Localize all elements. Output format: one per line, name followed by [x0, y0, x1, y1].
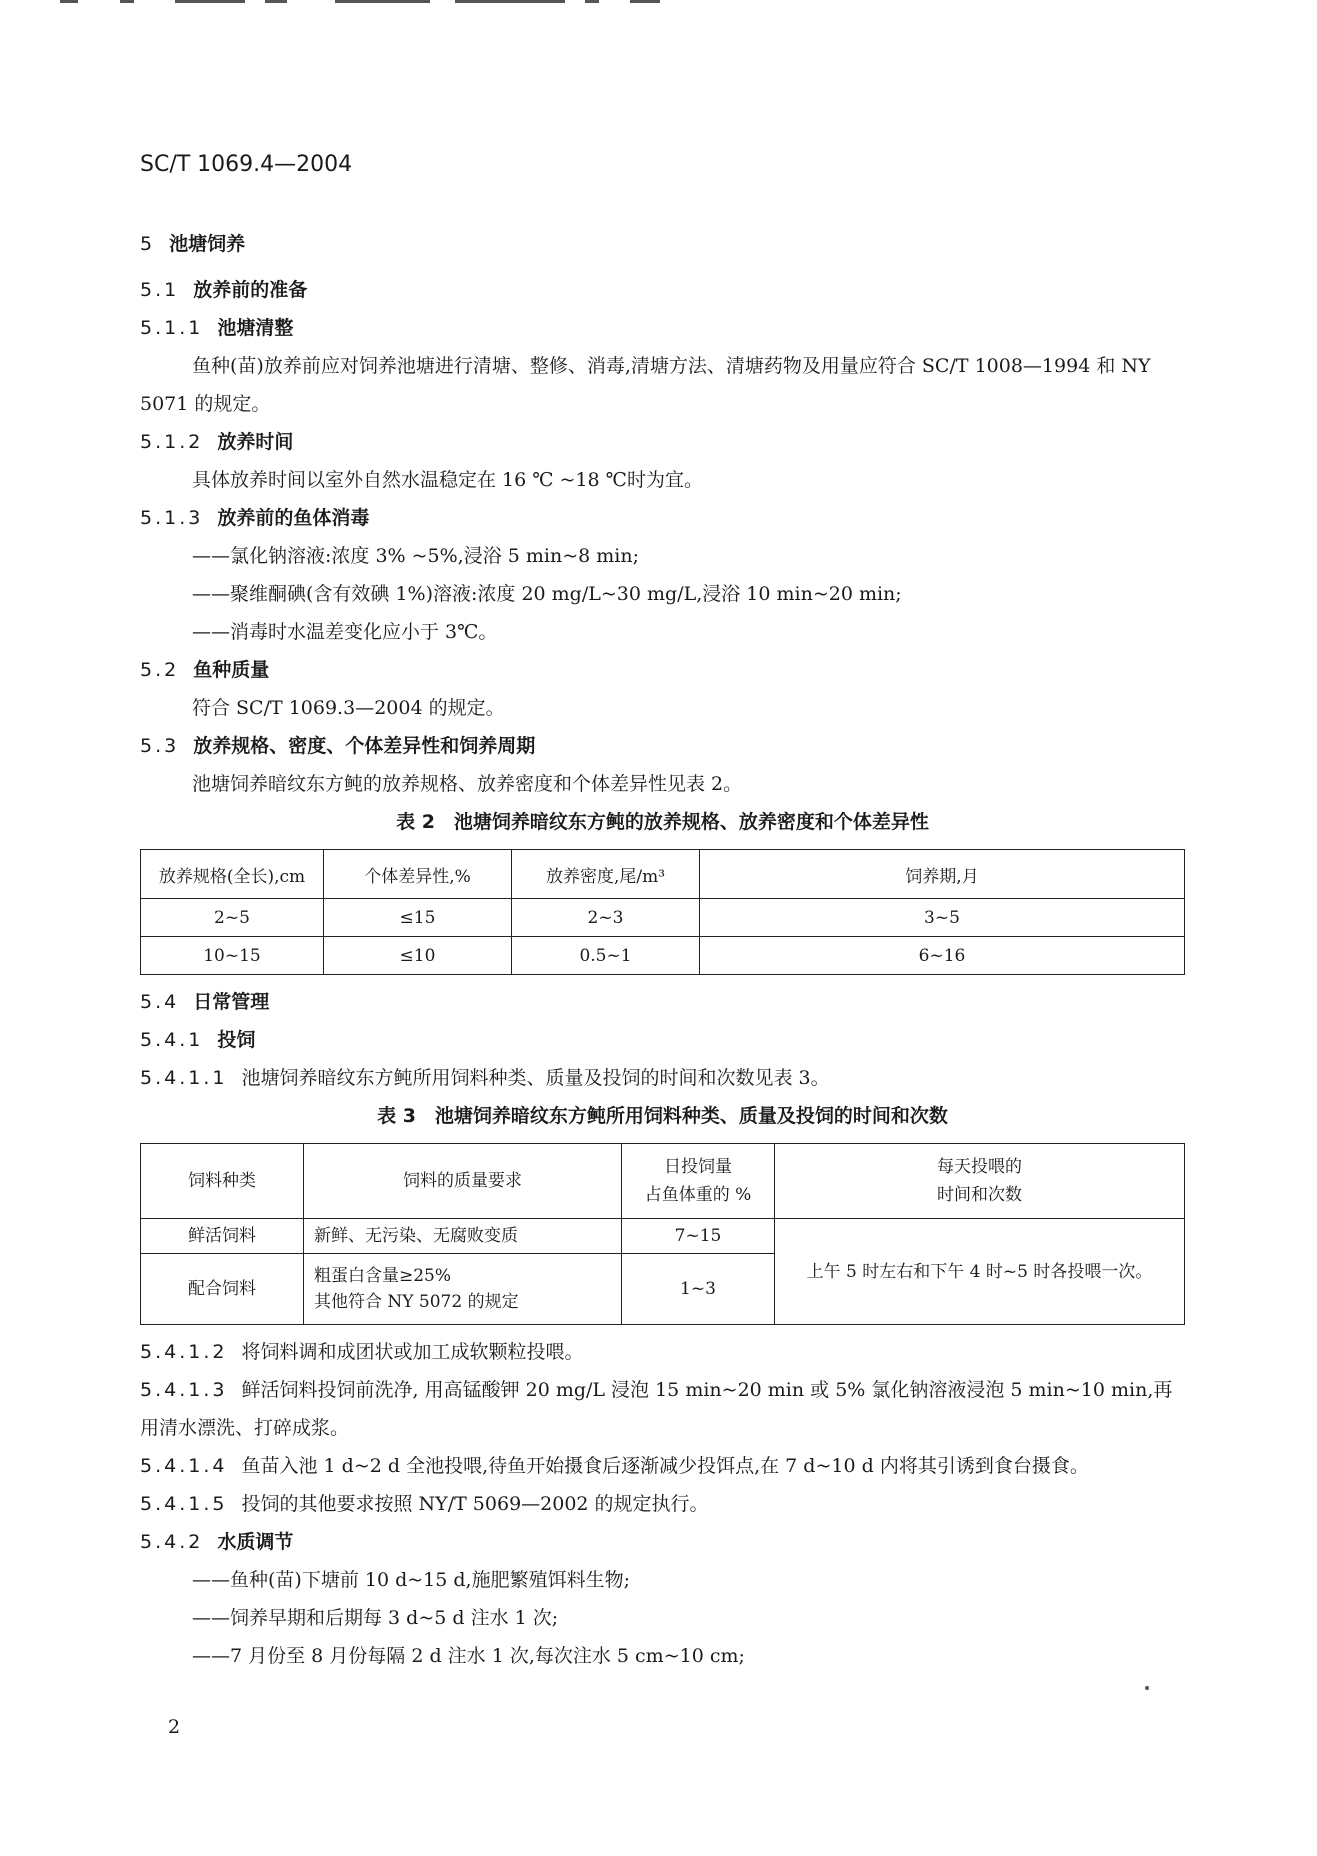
table-header-row: [141, 1144, 1185, 1219]
table-cell: 3~5: [700, 899, 1185, 937]
table-2-caption: 表 2 池塘饲养暗纹东方鲀的放养规格、放养密度和个体差异性: [396, 811, 929, 833]
section-5-4-1-heading: 5.4.1 投饲: [140, 1029, 256, 1051]
section-5-4-heading: 5.4 日常管理: [140, 991, 270, 1013]
standard-code: SC/T 1069.4—2004: [140, 152, 353, 177]
table-header-cell: 饲养期,月: [700, 850, 1185, 899]
section-5-1-1-heading: 5.1.1 池塘清整: [140, 317, 294, 339]
table-header-row: [141, 850, 1185, 899]
table-header-cell: 个体差异性,%: [324, 850, 512, 899]
section-5-4-1-3: 5.4.1.3 鲜活饲料投饲前洗净, 用高锰酸钾 20 mg/L 浸泡 15 min~20 min 或 5% 氯化钠溶液浸泡 5 min~10 min,再用清水漂洗、打碎成浆。: [140, 1379, 1173, 1439]
section-5-1-heading: 5.1 放养前的准备: [140, 279, 308, 301]
section-5-2-heading: 5.2 鱼种质量: [140, 659, 270, 681]
table-cell: 10~15: [141, 937, 324, 975]
section-5-heading: 5 池塘饲养: [140, 233, 246, 255]
table-2: [140, 849, 1185, 975]
table-cell-schedule: 上午 5 时左右和下午 4 时~5 时各投喂一次。: [775, 1219, 1185, 1325]
page-number: 2: [168, 1716, 181, 1738]
list-item: ——消毒时水温差变化应小于 3℃。: [192, 621, 498, 643]
table-header-cell: 放养规格(全长),cm: [141, 850, 324, 899]
list-item: ——鱼种(苗)下塘前 10 d~15 d,施肥繁殖饵料生物;: [192, 1569, 630, 1591]
table-cell: 0.5~1: [512, 937, 700, 975]
section-5-1-2-text: 具体放养时间以室外自然水温稳定在 16 ℃ ~18 ℃时为宜。: [192, 469, 703, 491]
section-5-1-3-heading: 5.1.3 放养前的鱼体消毒: [140, 507, 370, 529]
list-item: ——7 月份至 8 月份每隔 2 d 注水 1 次,每次注水 5 cm~10 cm;: [192, 1645, 745, 1667]
table-cell: 新鲜、无污染、无腐败变质: [304, 1219, 622, 1254]
table-cell: 配合饲料: [141, 1254, 304, 1325]
table-cell: 鲜活饲料: [141, 1219, 304, 1254]
table-cell: 7~15: [622, 1219, 775, 1254]
document-body: [140, 225, 1185, 1675]
scan-marks: [60, 0, 760, 6]
section-5-4-1-5: 5.4.1.5 投饲的其他要求按照 NY/T 5069—2002 的规定执行。: [140, 1493, 709, 1515]
table-3-caption: 表 3 池塘饲养暗纹东方鲀所用饲料种类、质量及投饲的时间和次数: [377, 1105, 948, 1127]
list-item: ——饲养早期和后期每 3 d~5 d 注水 1 次;: [192, 1607, 559, 1629]
section-5-4-1-4: 5.4.1.4 鱼苗入池 1 d~2 d 全池投喂,待鱼开始摄食后逐渐减少投饵点,在 7 d~10 d 内将其引诱到食台摄食。: [140, 1455, 1089, 1477]
section-5-1-1-text: 鱼种(苗)放养前应对饲养池塘进行清塘、整修、消毒,清塘方法、清塘药物及用量应符合 SC/T 1008—1994 和 NY 5071 的规定。: [140, 355, 1151, 415]
table-row: [141, 1219, 1185, 1254]
scan-speck: [1145, 1686, 1149, 1690]
section-5-3-text: 池塘饲养暗纹东方鲀的放养规格、放养密度和个体差异性见表 2。: [192, 773, 743, 795]
table-header-cell: 放养密度,尾/m³: [512, 850, 700, 899]
list-item: ——聚维酮碘(含有效碘 1%)溶液:浓度 20 mg/L~30 mg/L,浸浴 10 min~20 min;: [192, 583, 902, 605]
table-cell: 粗蛋白含量≥25% 其他符合 NY 5072 的规定: [304, 1254, 622, 1325]
table-header-cell: 饲料的质量要求: [304, 1144, 622, 1219]
table-cell: 2~5: [141, 899, 324, 937]
section-5-4-1-1: 5.4.1.1 池塘饲养暗纹东方鲀所用饲料种类、质量及投饲的时间和次数见表 3。: [140, 1067, 830, 1089]
list-item: ——氯化钠溶液:浓度 3% ~5%,浸浴 5 min~8 min;: [192, 545, 640, 567]
table-row: [141, 899, 1185, 937]
table-cell: 6~16: [700, 937, 1185, 975]
table-cell: ≤15: [324, 899, 512, 937]
table-header-cell: 日投饲量 占鱼体重的 %: [622, 1144, 775, 1219]
table-cell: ≤10: [324, 937, 512, 975]
table-cell: 1~3: [622, 1254, 775, 1325]
table-3: [140, 1143, 1185, 1325]
section-5-3-heading: 5.3 放养规格、密度、个体差异性和饲养周期: [140, 735, 536, 757]
table-header-cell: 饲料种类: [141, 1144, 304, 1219]
section-5-1-2-heading: 5.1.2 放养时间: [140, 431, 294, 453]
table-header-cell: 每天投喂的 时间和次数: [775, 1144, 1185, 1219]
table-cell: 2~3: [512, 899, 700, 937]
section-5-2-text: 符合 SC/T 1069.3—2004 的规定。: [192, 697, 505, 719]
section-5-4-1-2: 5.4.1.2 将饲料调和成团状或加工成软颗粒投喂。: [140, 1341, 584, 1363]
table-row: [141, 937, 1185, 975]
section-5-4-2-heading: 5.4.2 水质调节: [140, 1531, 294, 1553]
